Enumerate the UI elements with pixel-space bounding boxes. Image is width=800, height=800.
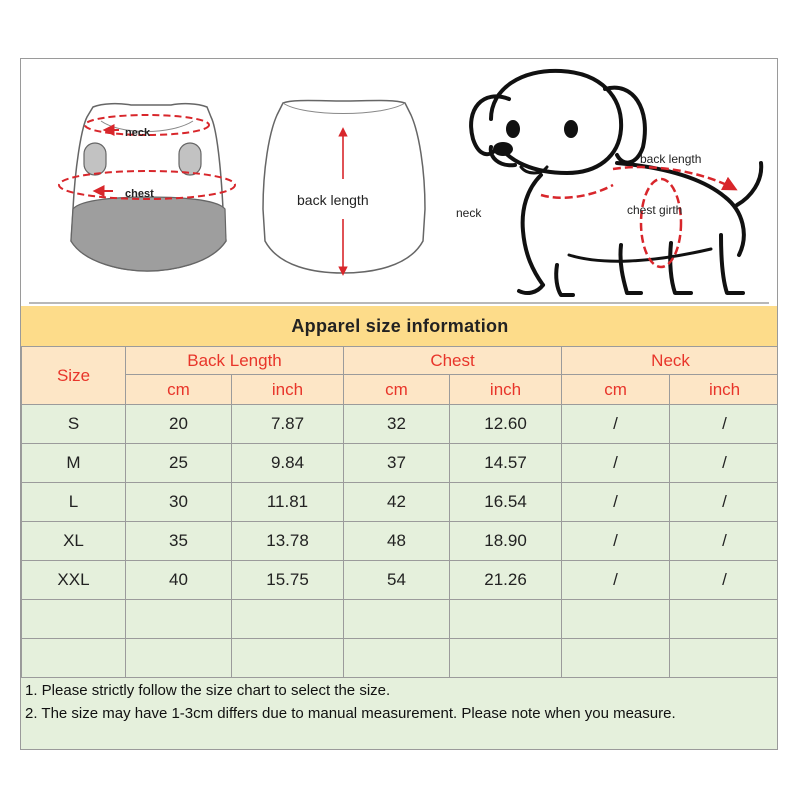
shirt-back-length-label: back length <box>297 192 369 208</box>
chest-cm-cell: 32 <box>344 405 450 444</box>
header-row <box>22 347 779 375</box>
chest-inch-cell: 12.60 <box>450 405 562 444</box>
unit-header: cm <box>562 375 670 405</box>
size-cell: XXL <box>22 561 126 600</box>
neck-inch-cell: / <box>670 405 778 444</box>
size-chart-card <box>20 58 778 750</box>
back-inch-cell: 11.81 <box>232 483 344 522</box>
shirt-back-icon <box>263 101 425 275</box>
back-cm-cell: 35 <box>126 522 232 561</box>
neck-cm-cell: / <box>562 444 670 483</box>
dog-icon <box>471 71 761 295</box>
neck-header: Neck <box>562 347 778 375</box>
back-cm-cell: 30 <box>126 483 232 522</box>
neck-inch-cell: / <box>670 444 778 483</box>
table-row <box>22 561 779 600</box>
back-cm-cell: 20 <box>126 405 232 444</box>
chest-inch-cell: 18.90 <box>450 522 562 561</box>
shirt-front-icon <box>59 104 235 271</box>
unit-header: inch <box>450 375 562 405</box>
unit-header-row <box>22 375 779 405</box>
empty-row <box>22 600 779 639</box>
table-row <box>22 444 779 483</box>
back-inch-cell: 7.87 <box>232 405 344 444</box>
neck-cm-cell: / <box>562 483 670 522</box>
table-row <box>22 522 779 561</box>
back-cm-cell: 40 <box>126 561 232 600</box>
dog-chest-girth-label: chest girth <box>627 203 683 217</box>
neck-inch-cell: / <box>670 522 778 561</box>
size-cell: M <box>22 444 126 483</box>
notes-section <box>21 677 778 750</box>
size-header: Size <box>22 347 126 405</box>
unit-header: inch <box>232 375 344 405</box>
back-length-header: Back Length <box>126 347 344 375</box>
neck-cm-cell: / <box>562 405 670 444</box>
back-cm-cell: 25 <box>126 444 232 483</box>
unit-header: cm <box>126 375 232 405</box>
note-1: 1. Please strictly follow the size chart to select the size. <box>25 682 391 699</box>
dog-neck-label: neck <box>456 206 482 220</box>
back-inch-cell: 15.75 <box>232 561 344 600</box>
note-2: 2. The size may have 1-3cm differs due to manual measurement. Please note when you measure. <box>25 705 676 722</box>
shirt-chest-label: chest <box>125 188 154 200</box>
table-row <box>22 405 779 444</box>
size-table <box>21 346 778 678</box>
neck-cm-cell: / <box>562 561 670 600</box>
chest-header: Chest <box>344 347 562 375</box>
empty-row <box>22 639 779 678</box>
chest-inch-cell: 21.26 <box>450 561 562 600</box>
unit-header: inch <box>670 375 778 405</box>
neck-inch-cell: / <box>670 483 778 522</box>
chest-inch-cell: 16.54 <box>450 483 562 522</box>
chart-title: Apparel size information <box>21 306 778 346</box>
measurement-illustration <box>21 59 778 304</box>
neck-cm-cell: / <box>562 522 670 561</box>
chest-cm-cell: 37 <box>344 444 450 483</box>
unit-header: cm <box>344 375 450 405</box>
neck-inch-cell: / <box>670 561 778 600</box>
back-inch-cell: 9.84 <box>232 444 344 483</box>
shirt-neck-label: neck <box>125 127 151 139</box>
chest-cm-cell: 54 <box>344 561 450 600</box>
illustration-divider <box>29 302 769 304</box>
size-cell: XL <box>22 522 126 561</box>
chest-cm-cell: 48 <box>344 522 450 561</box>
chest-cm-cell: 42 <box>344 483 450 522</box>
back-inch-cell: 13.78 <box>232 522 344 561</box>
table-row <box>22 483 779 522</box>
dog-back-length-label: back length <box>640 152 702 166</box>
chest-inch-cell: 14.57 <box>450 444 562 483</box>
size-cell: S <box>22 405 126 444</box>
size-cell: L <box>22 483 126 522</box>
